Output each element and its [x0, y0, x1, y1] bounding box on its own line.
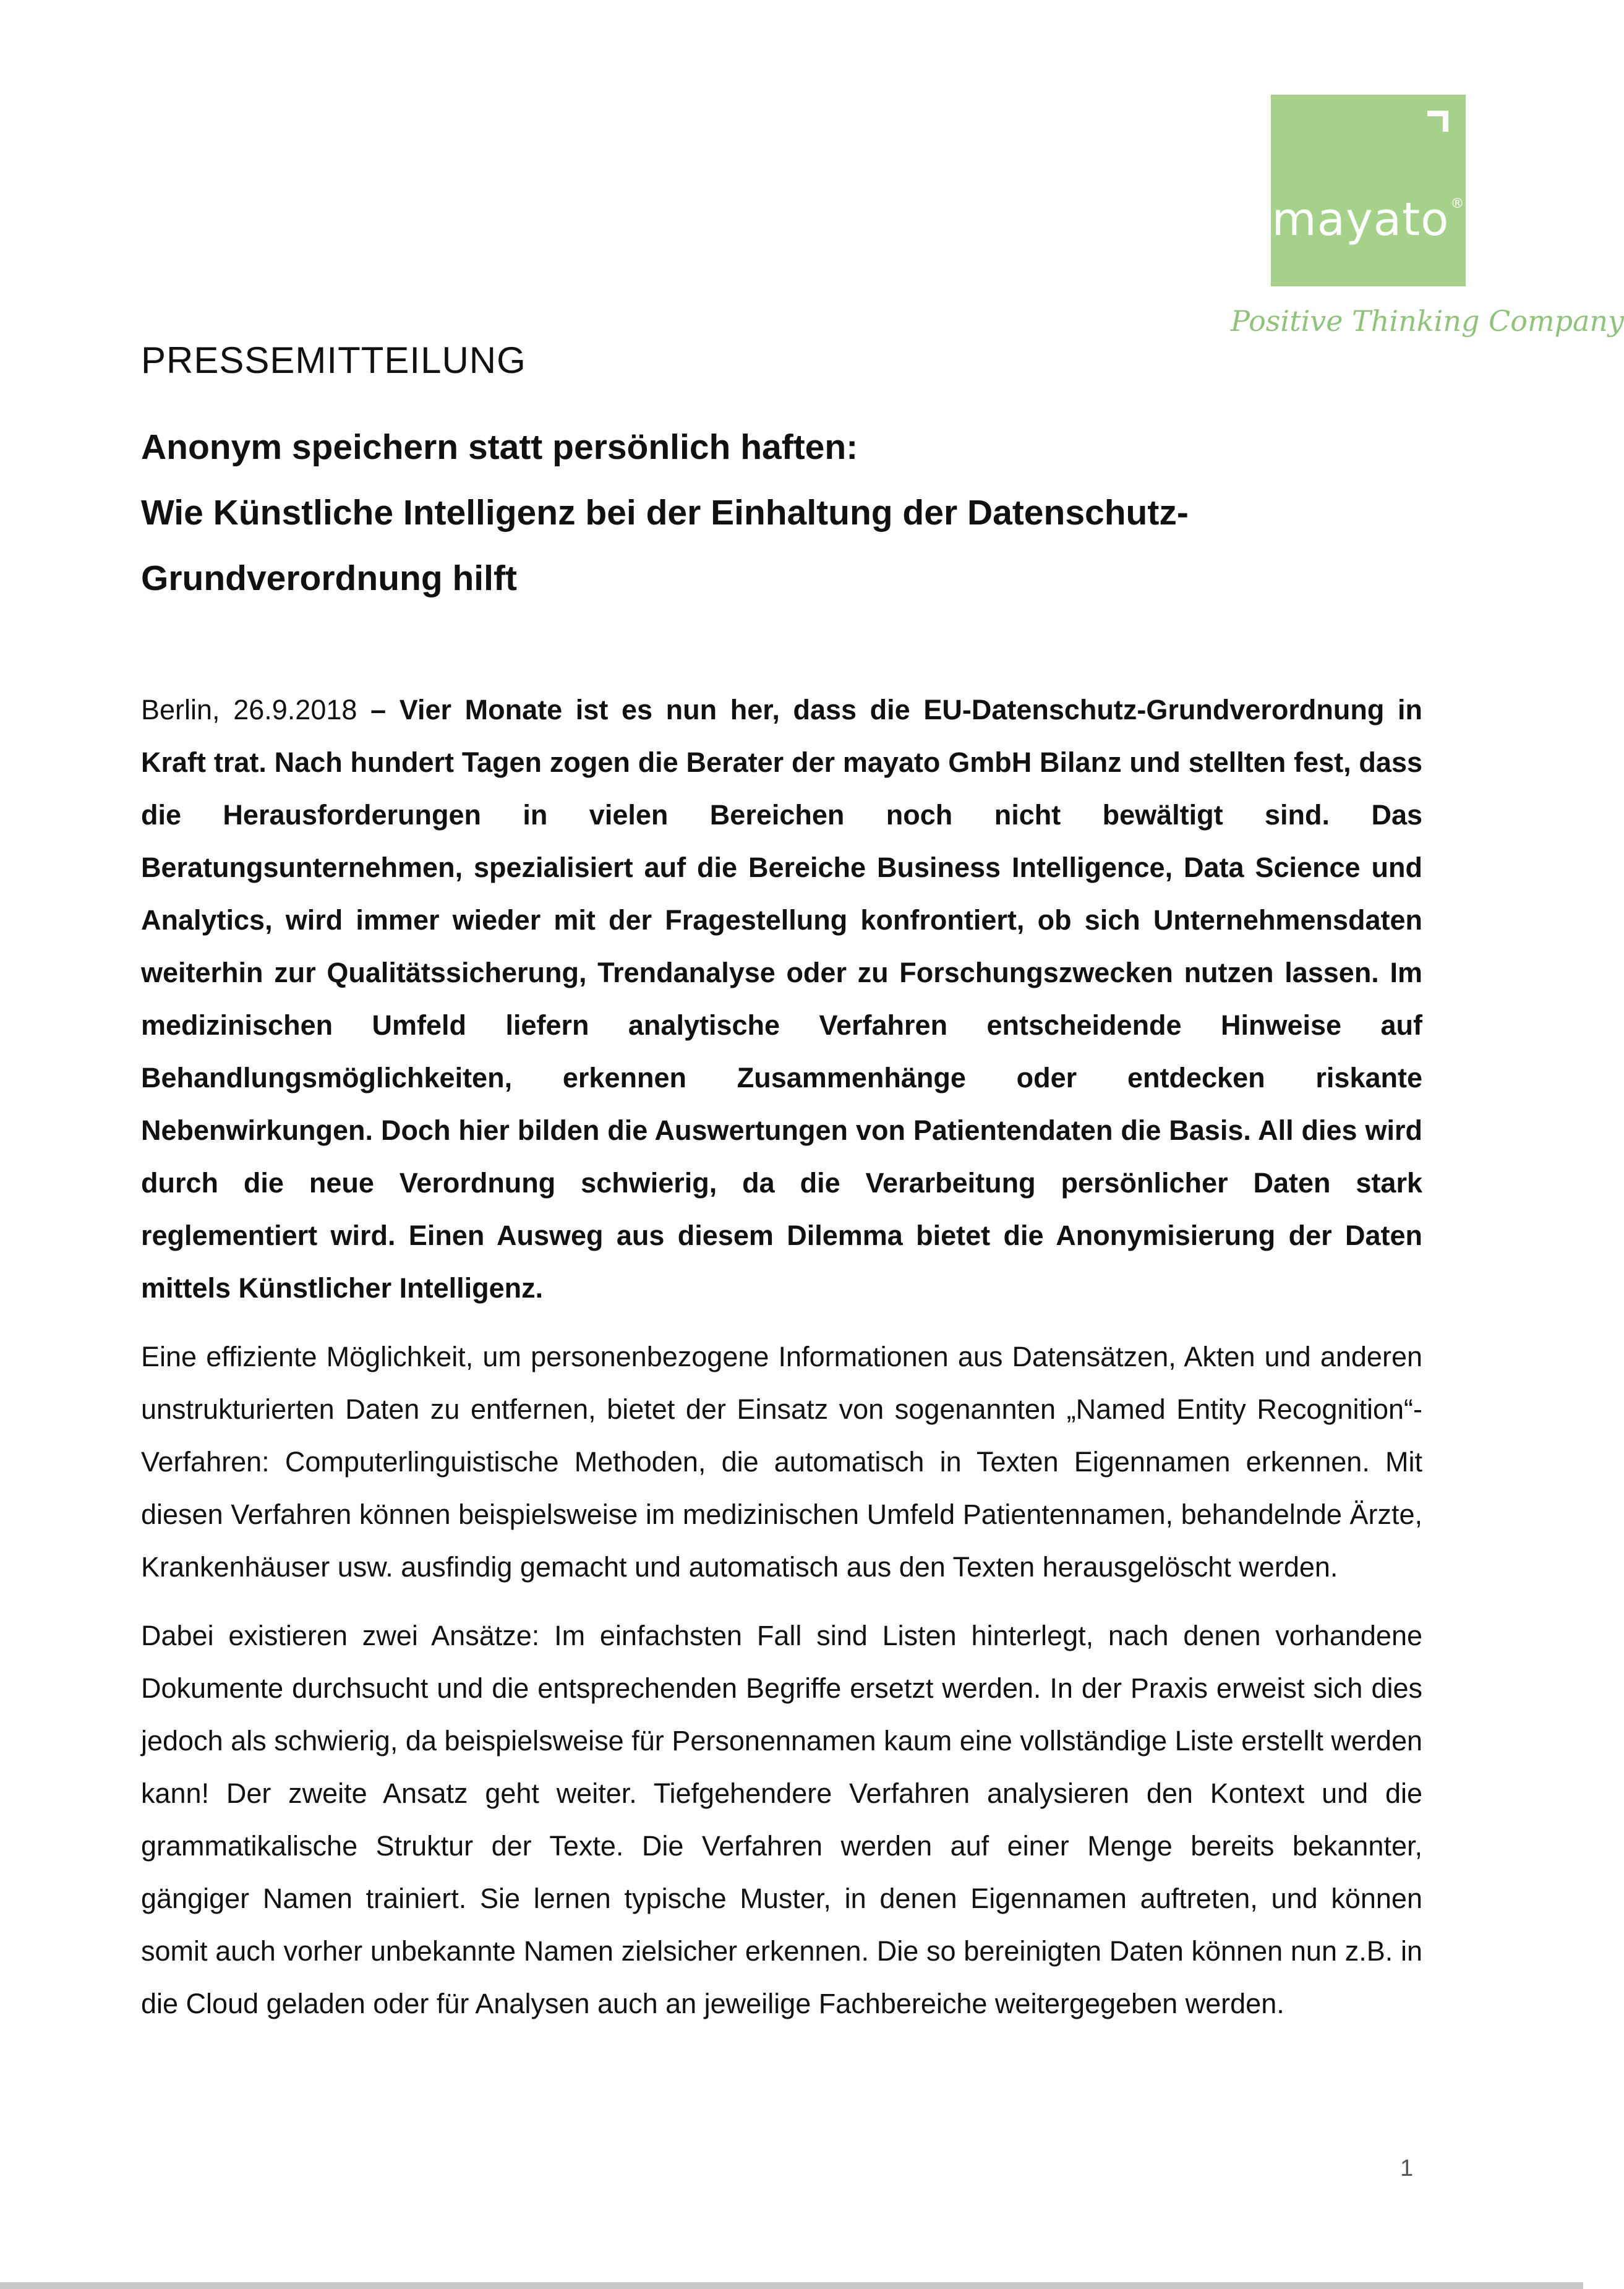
lead-paragraph	[141, 683, 1422, 1314]
dateline: Berlin, 26.9.2018	[141, 694, 357, 725]
logo-wordmark: mayato®	[1271, 193, 1465, 246]
document-body	[141, 683, 1422, 2046]
headline	[141, 414, 1440, 611]
mayato-logo	[1271, 95, 1466, 286]
lead-text: – Vier Monate ist es nun her, dass die EU-Datenschutz-Grundverordnung in Kraft trat. Nach hundert Tagen zogen die Berater der mayato GmbH Bilanz und stellten fest, dass die Herausforderungen in vielen Bereichen noch nicht bewältigt sind. Das Beratungsunternehmen, spezialisiert auf die Bereiche Business Intelligence, Data Science und Analytics, wird immer wieder mit der Fragestellung konfrontiert, ob sich Unternehmensdaten weiterhin zur Qualitätssicherung, Trendanalyse oder zu Forschungszwecken nutzen lassen. Im medizinischen Umfeld liefern analytische Verfahren entscheidende Hinweise auf Behandlungsmöglichkeiten, erkennen Zusammenhänge oder entdecken riskante Nebenwirkungen. Doch hier bilden die Auswertungen von Patientendaten die Basis. All dies wird durch die neue Verordnung schwierig, da die Verarbeitung persönlicher Daten stark reglementiert wird. Einen Ausweg aus diesem Dilemma bietet die Anonymisierung der Daten mittels Künstlicher Intelligenz.	[141, 694, 1422, 1304]
corner-mark-icon	[1427, 111, 1448, 132]
headline-line-2: Wie Künstliche Intelligenz bei der Einhaltung der Datenschutz-	[141, 493, 1189, 533]
page-number: 1	[1400, 2155, 1414, 2181]
headline-line-1: Anonym speichern statt persönlich haften:	[141, 427, 858, 467]
body-paragraph-3: Dabei existieren zwei Ansätze: Im einfachsten Fall sind Listen hinterlegt, nach denen vorhandene Dokumente durchsucht und die entsprechenden Begriffe ersetzt werden. In der Praxis erweist sich dies jedoch als schwierig, da beispielsweise für Personennamen kaum eine vollständige Liste erstellt werden kann! Der zweite Ansatz geht weiter. Tiefgehendere Verfahren analysieren den Kontext und die grammatikalische Struktur der Texte. Die Verfahren werden auf einer Menge bereits bekannter, gängiger Namen trainiert. Sie lernen typische Muster, in denen Eigennamen auftreten, und können somit auch vorher unbekannte Namen zielsicher erkennen. Die so bereinigten Daten können nun z.B. in die Cloud geladen oder für Analysen auch an jeweilige Fachbereiche weitergegeben werden.	[141, 1620, 1422, 2019]
page-bottom-edge	[0, 2282, 1583, 2289]
body-paragraph-2: Eine effiziente Möglichkeit, um personenbezogene Informationen aus Datensätzen, Akten und anderen unstrukturierten Daten zu entfernen, bietet der Einsatz von sogenannten „Named Entity Recognition“-Verfahren: Computerlinguistische Methoden, die automatisch in Texten Eigennamen erkennen. Mit diesen Verfahren können beispielsweise im medizinischen Umfeld Patientennamen, behandelnde Ärzte, Krankenhäuser usw. ausfindig gemacht und automatisch aus den Texten herausgelöscht werden.	[141, 1341, 1422, 1583]
document-label: PRESSEMITTEILUNG	[141, 340, 526, 381]
logo-tagline: Positive Thinking Company	[1231, 304, 1624, 338]
headline-line-3: Grundverordnung hilft	[141, 558, 517, 598]
